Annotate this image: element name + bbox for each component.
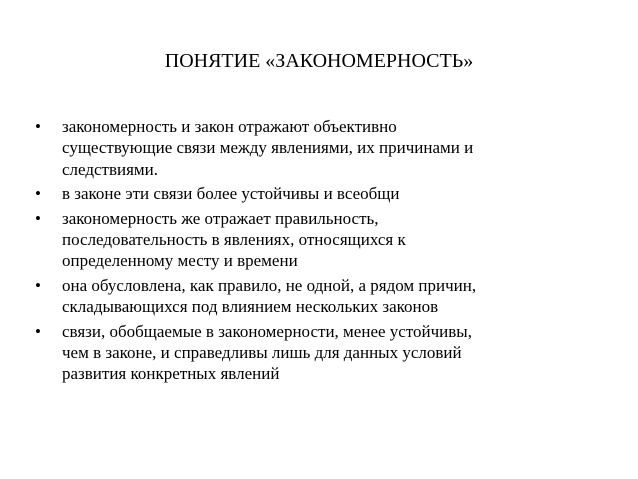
bullet-list bbox=[33, 116, 603, 388]
bullet-text-line: чем в законе, и справедливы лишь для данных условий bbox=[62, 343, 462, 363]
bullet-text-line: в законе эти связи более устойчивы и всеобщи bbox=[62, 184, 400, 204]
bullet-text-line: складывающихся под влиянием нескольких законов bbox=[62, 297, 439, 317]
bullet-text-line: она обусловлена, как правило, не одной, а рядом причин, bbox=[62, 275, 477, 295]
bullet-text-line: существующие связи между явлениями, их причинами и bbox=[62, 138, 474, 158]
bullet-text-line: закономерность же отражает правильность, bbox=[62, 208, 379, 228]
bullet-dot-icon: • bbox=[35, 321, 41, 341]
bullet-item bbox=[33, 183, 603, 204]
bullet-text-line: развития конкретных явлений bbox=[62, 364, 280, 384]
bullet-dot-icon: • bbox=[35, 184, 41, 204]
bullet-text-line: определенному месту и времени bbox=[62, 251, 298, 271]
bullet-item bbox=[33, 208, 603, 272]
bullet-dot-icon: • bbox=[35, 208, 41, 228]
bullet-item bbox=[33, 321, 603, 385]
bullet-text-line: следствиями. bbox=[62, 159, 159, 179]
bullet-text-line: связи, обобщаемые в закономерности, менее устойчивы, bbox=[62, 321, 472, 341]
bullet-item bbox=[33, 116, 603, 180]
slide-title: ПОНЯТИЕ «ЗАКОНОМЕРНОСТЬ» bbox=[164, 50, 474, 72]
bullet-text-line: закономерность и закон отражают объективно bbox=[62, 117, 397, 136]
bullet-dot-icon: • bbox=[35, 117, 41, 136]
bullet-text-line: последовательность в явлениях, относящихся к bbox=[62, 230, 406, 250]
bullet-item bbox=[33, 275, 603, 318]
bullet-dot-icon: • bbox=[35, 275, 41, 295]
